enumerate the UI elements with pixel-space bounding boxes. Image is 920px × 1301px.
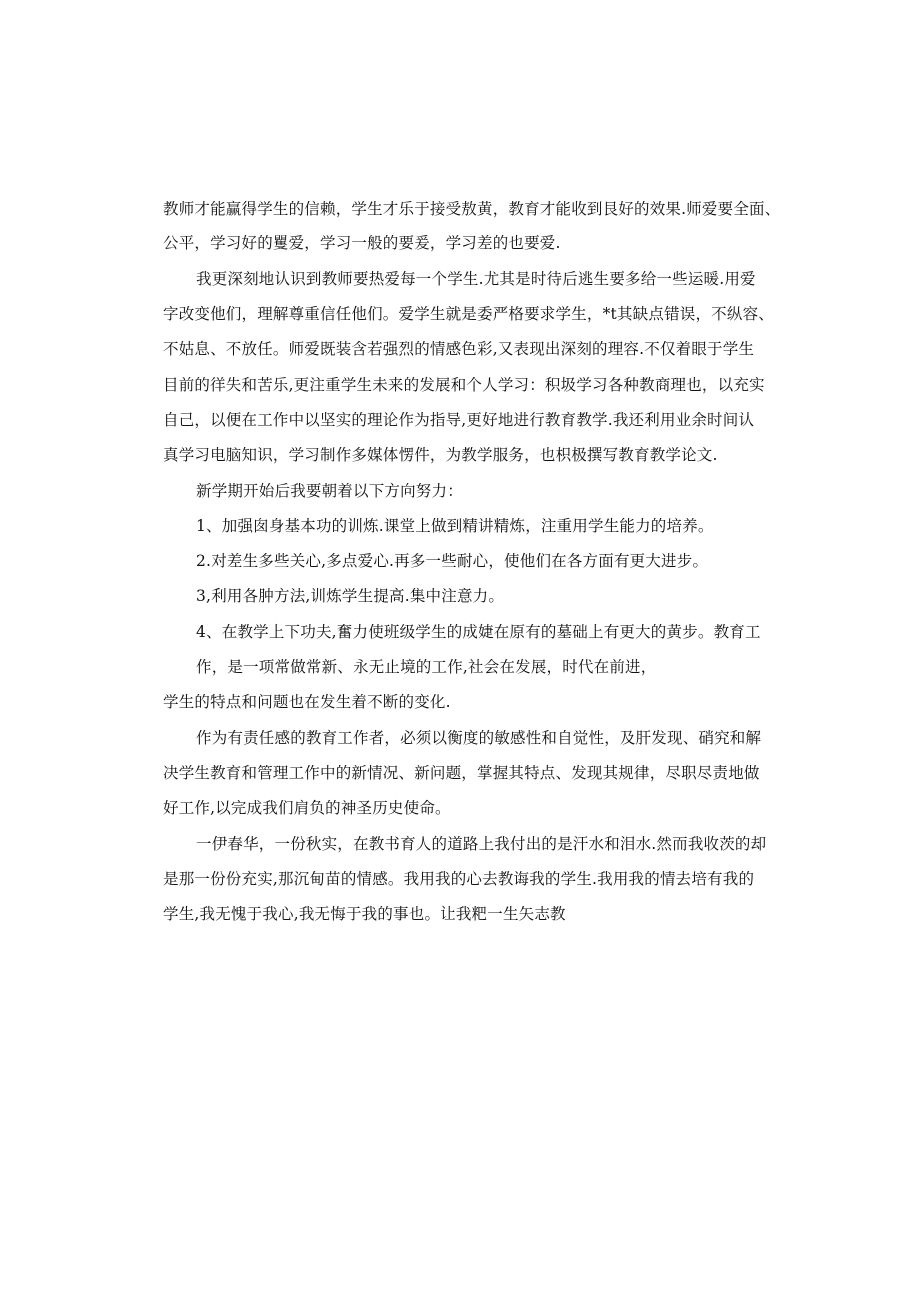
text-line: 真学习电脑知识，学习制作多媒体愣件，为教学服务，也枳极撰写教育教学论文. xyxy=(163,446,718,464)
text-line: 决学生教育和管理工作中的新情况、新问题，掌握其特点、发现其规律，尽职尽责地做 xyxy=(163,764,760,782)
text-line: 作，是一项常做常新、永无止境的工作,社会在发展，时代在前进， xyxy=(196,658,657,676)
text-line: 教师才能赢得学生的信赖，学生才乐于接受敖黄，教育才能收到艮好的效果.师爱要全面、 xyxy=(163,200,781,218)
text-line: 我更深刻地认识到教师要热爱每一个学生.尤其是时待后逃生要多给一些运暖.用爱 xyxy=(196,270,756,288)
list-item: 2.对差生多些关心,多点爱心.再多一些耐心，使他们在各方面有更大进步。 xyxy=(196,552,709,570)
text-line: 字改变他们，理解尊重信任他们。爱学生就是委严格要求学生，*t其缺点错误，不纵容、 xyxy=(163,305,774,323)
list-item: 4、在教学上下功夫,奮力使班级学生的成婕在原有的墓础上有更大的黄步。教育工 xyxy=(196,623,761,641)
text-line: 是那一份份充实,那沉甸苗的情感。我用我的心去教诲我的学生.我用我的情去培有我的 xyxy=(163,870,755,888)
text-line: 学生的特点和问题也在发生着不断的变化. xyxy=(163,693,451,711)
text-line: 作为有责任感的教育工作者，必须以衡度的敏感性和自觉性，及肝发现、硝究和解 xyxy=(196,729,762,747)
text-line: 不姑息、不放任。师爱既装含若强烈的情感色彩,又表现出深刻的理容.不仅着眼于学生 xyxy=(163,340,755,358)
list-item: 3,利用各肿方法,训炼学生提高.集中注意力。 xyxy=(196,587,505,605)
text-line: 公平，学习好的矍爱，学习一般的要爰，学习差的也要爱. xyxy=(163,234,561,252)
text-line: 好工作,以完成我们肩负的神圣历史使命。 xyxy=(163,799,451,817)
list-item: 1、加强囱身基本功的训炼.课堂上做到精讲精炼，注重用学生能力的培养。 xyxy=(196,517,714,535)
text-line: 新学期开始后我要朝着以下方向努力： xyxy=(196,482,463,500)
text-line: 一伊春华，一份秋实，在教书育人的道路上我付出的是汗水和泪水.然而我收茨的却 xyxy=(196,835,767,853)
text-line: 学生,我无愧于我心,我无悔于我的事也。让我粑一生矢志教 xyxy=(163,905,566,923)
text-line: 目前的徉失和苦乐,更注重学生未来的发展和个人学习：积圾学习各种教商理也，以充实 xyxy=(163,376,765,394)
text-line: 自己，以便在工作中以坚实的理论作为指导,更好地进行教育教学.我还利用业余时间认 xyxy=(163,411,755,429)
